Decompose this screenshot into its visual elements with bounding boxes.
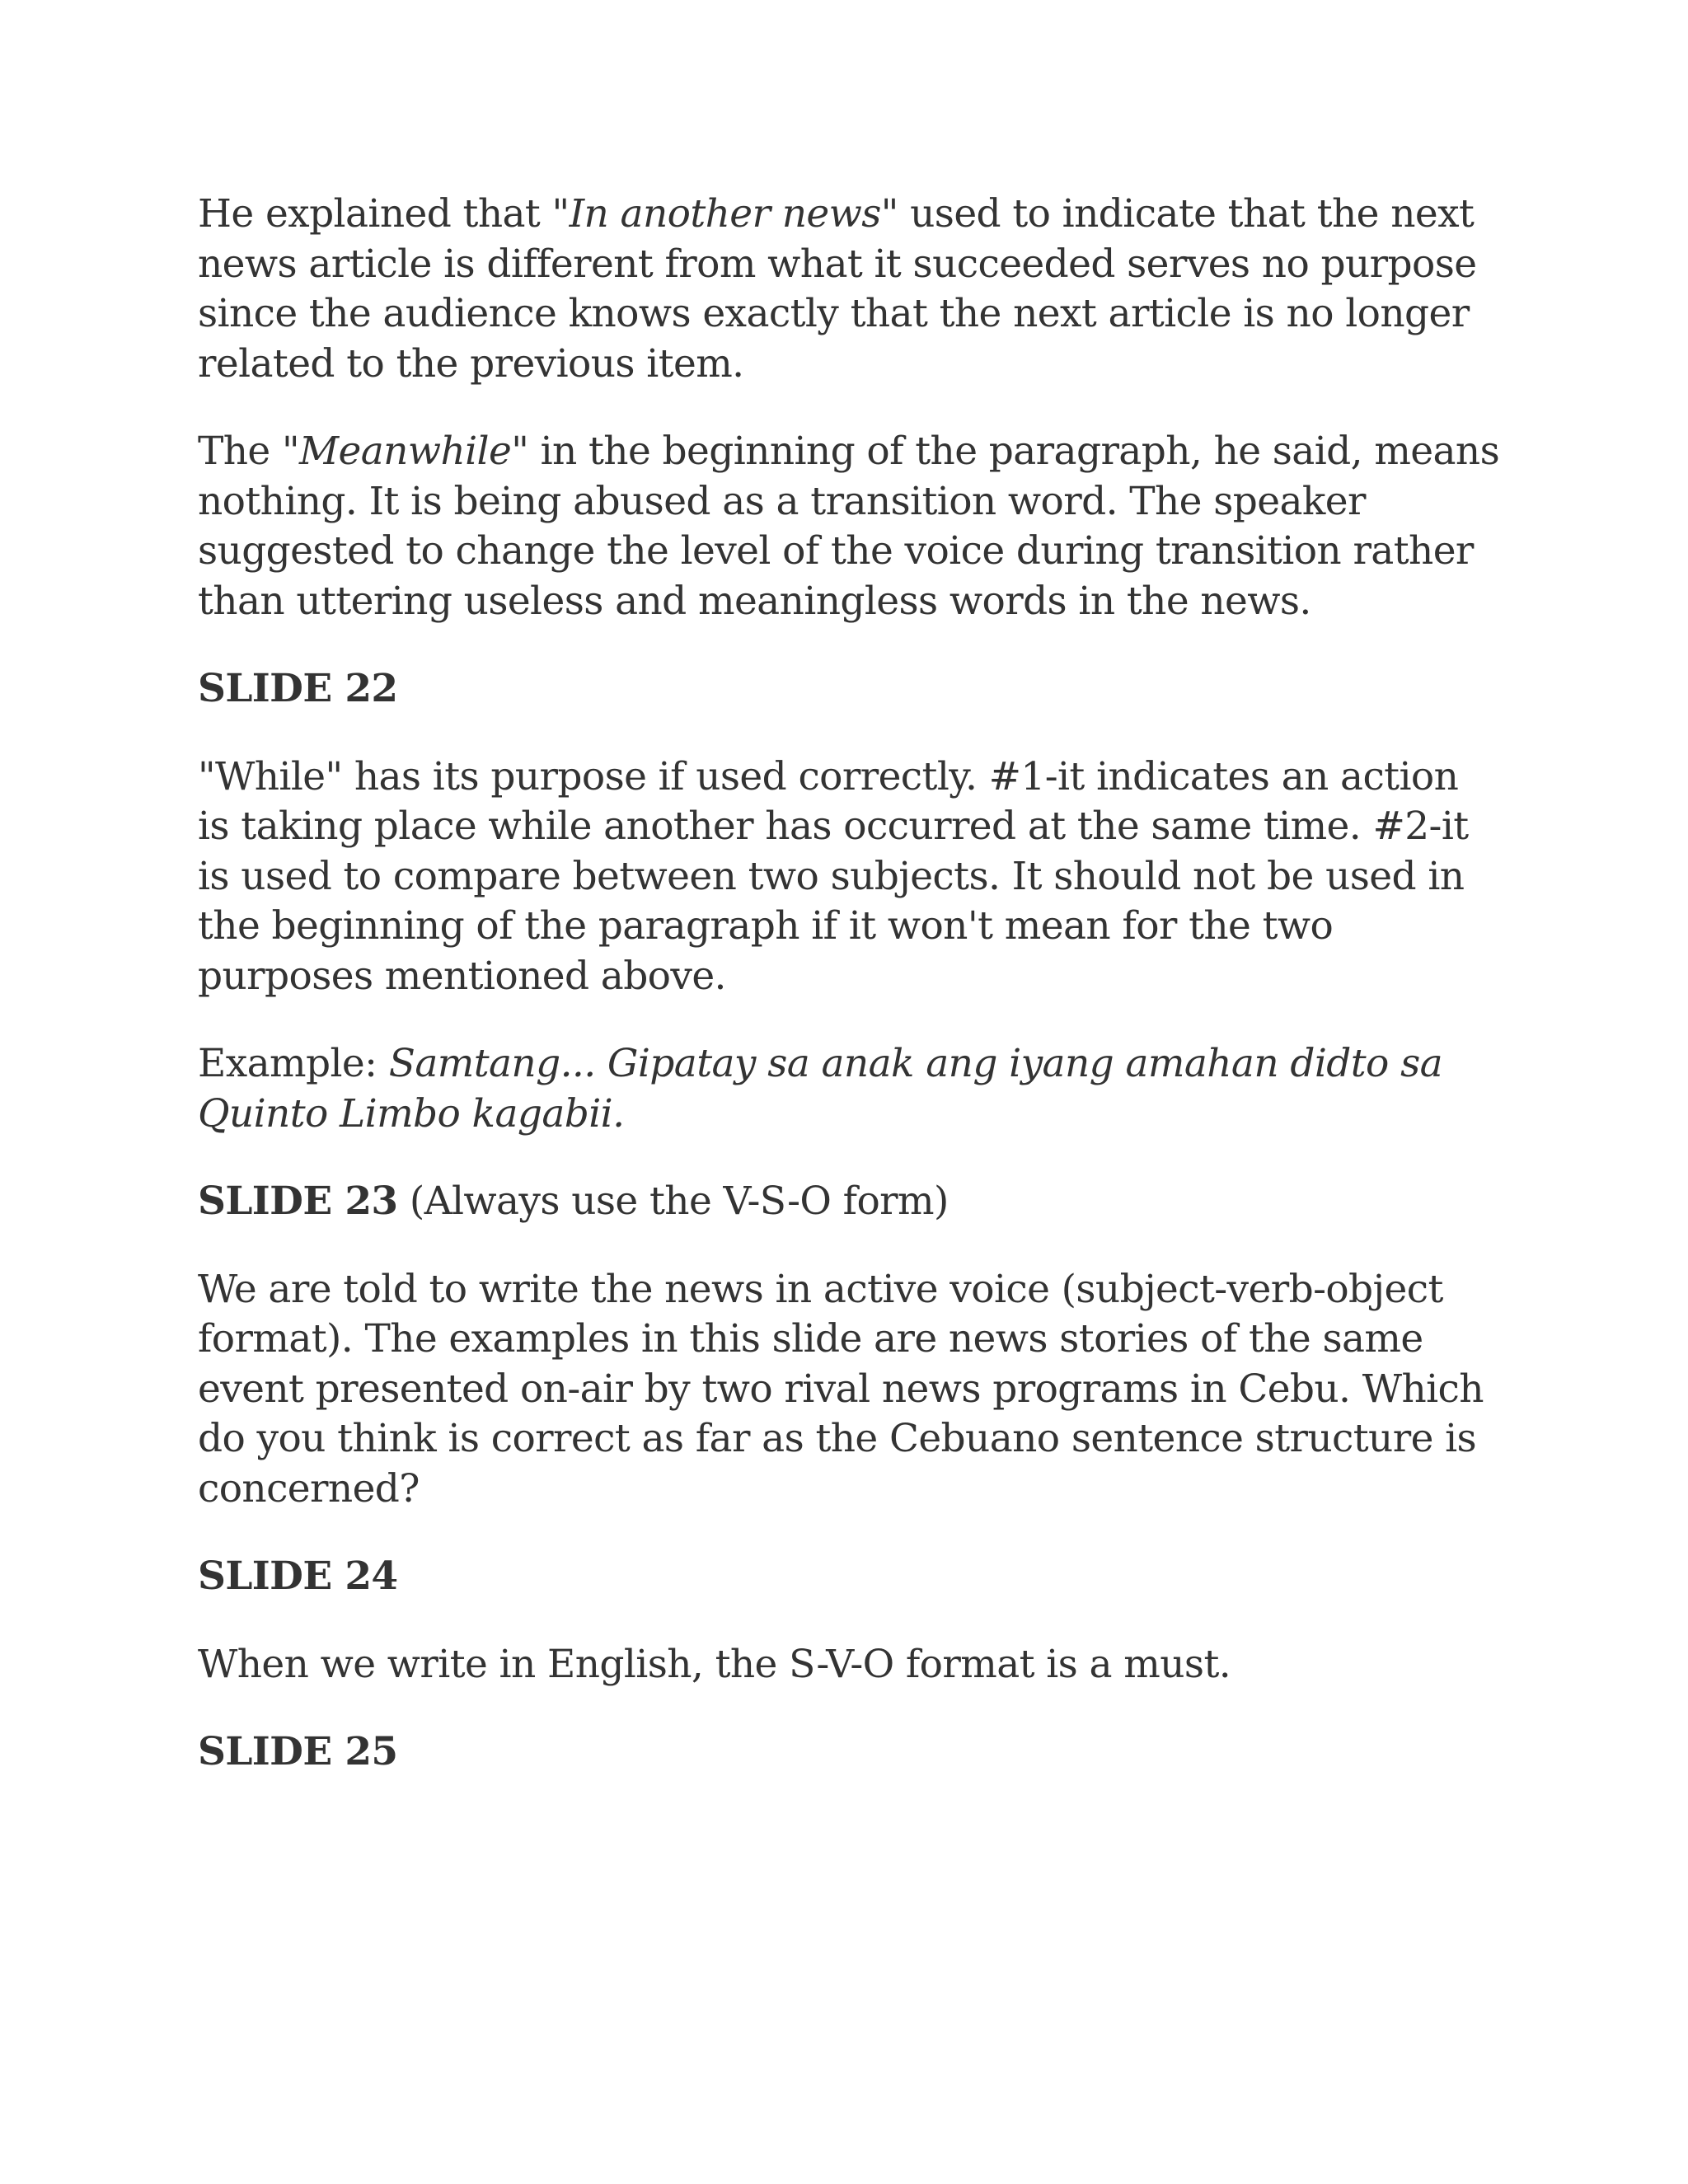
paragraph-svo-english: When we write in English, the S-V-O format is a must. bbox=[198, 1641, 1231, 1687]
slide-22-heading: SLIDE 22 bbox=[198, 666, 398, 711]
paragraph-meanwhile bbox=[198, 427, 1500, 626]
example-label: Example: bbox=[198, 1041, 389, 1086]
paragraph-while: "While" has its purpose if used correctly. #1-it indicates an action is taking place while another has occurred at the same time. #2-it is used to compare between two subjects. It should not be used in the beginning of the paragraph if it won't mean for the two purposes mentioned above. bbox=[198, 753, 1469, 999]
paragraph-in-another-news bbox=[198, 190, 1500, 389]
paragraph-example bbox=[198, 1039, 1500, 1139]
text-run: The " bbox=[198, 429, 299, 474]
example-sentence: Samtang... Gipatay sa anak ang iyang amahan didto sa Quinto Limbo kagabii. bbox=[198, 1041, 1443, 1137]
italic-phrase: Meanwhile bbox=[299, 429, 512, 474]
text-run: He explained that " bbox=[198, 191, 570, 237]
slide-23-title: SLIDE 23 bbox=[198, 1179, 398, 1224]
italic-phrase: In another news bbox=[569, 191, 881, 237]
slide-23-heading bbox=[198, 1177, 1500, 1227]
text-run: " used to indicate that the next news article is different from what it succeeded serves no purpose since the audience knows exactly that the next article is no longer related to the previous item. bbox=[198, 191, 1477, 387]
slide-24-heading: SLIDE 24 bbox=[198, 1554, 398, 1599]
slide-25-heading: SLIDE 25 bbox=[198, 1729, 398, 1774]
slide-23-note: (Always use the V-S-O form) bbox=[397, 1179, 949, 1224]
document-page bbox=[198, 190, 1500, 1816]
paragraph-active-voice: We are told to write the news in active voice (subject-verb-object format). The examples in this slide are news stories of the same event presented on-air by two rival news programs in Cebu. Which do you think is correct as far as the Cebuano sentence structure is concerned? bbox=[198, 1266, 1484, 1511]
text-run: " in the beginning of the paragraph, he said, means nothing. It is being abused as a transition word. The speaker suggested to change the level of the voice during transition rather than uttering useless and meaningless words in the news. bbox=[198, 429, 1500, 624]
